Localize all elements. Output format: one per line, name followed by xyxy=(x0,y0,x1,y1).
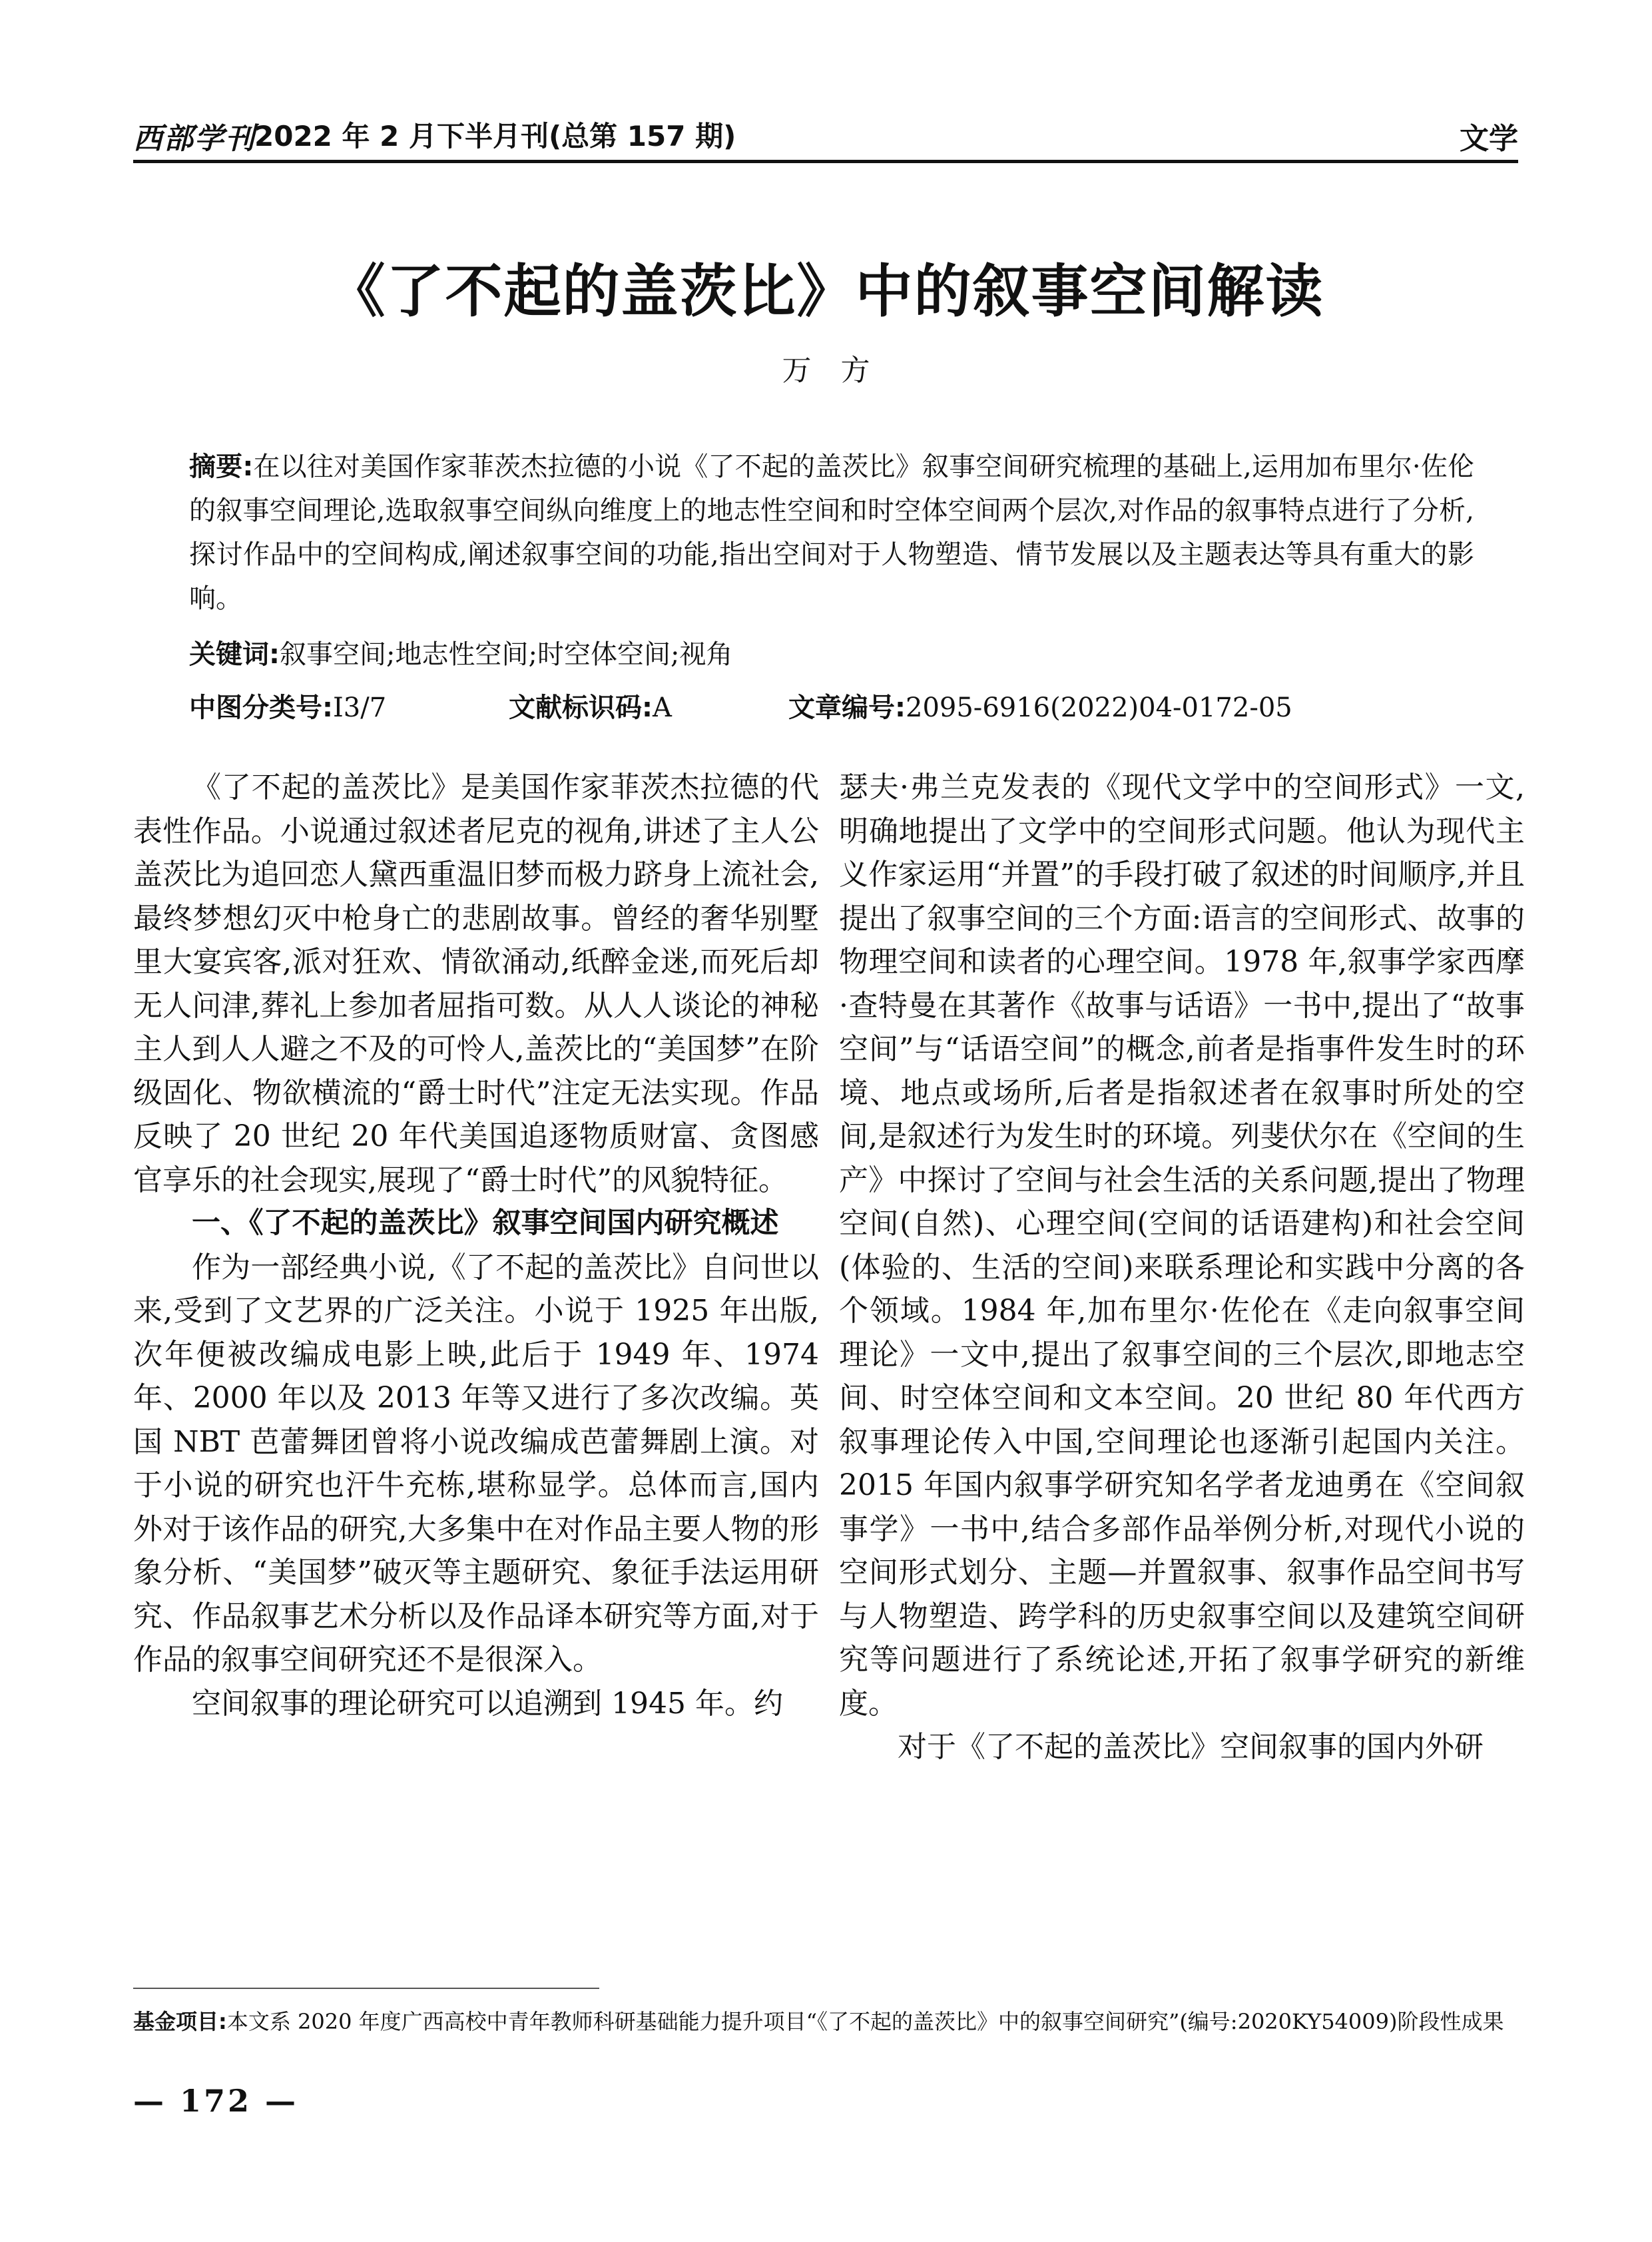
footnote-divider xyxy=(133,1988,599,1989)
body-paragraph: 《了不起的盖茨比》是美国作家菲茨杰拉德的代表性作品。小说通过叙述者尼克的视角,讲述了主人公盖茨比为追回恋人黛西重温旧梦而极力跻身上流社会,最终梦想幻灭中枪身亡的悲剧故事。曾经的奢华别墅里大宴宾客,派对狂欢、情欲涌动,纸醉金迷,而死后却无人问津,葬礼上参加者屈指可数。从人人谈论的神秘主人到人人避之不及的可怜人,盖茨比的“美国梦”在阶级固化、物欲横流的“爵士时代”注定无法实现。作品反映了 20 世纪 20 年代美国追逐物质财富、贪图感官享乐的社会现实,展现了“爵士时代”的风貌特征。 xyxy=(133,770,819,1197)
issue-info: 2022 年 2 月下半月刊(总第 157 期) xyxy=(254,120,736,152)
keywords-label: 关键词: xyxy=(189,639,280,670)
body-column-right xyxy=(839,766,1525,1769)
document-code-label: 文献标识码: xyxy=(509,693,653,723)
document-code xyxy=(509,686,672,730)
funding-note xyxy=(133,2004,1518,2039)
classification-line xyxy=(189,686,1474,732)
document-code-value: A xyxy=(653,693,672,723)
section-heading: 一、《了不起的盖茨比》叙事空间国内研究概述 xyxy=(192,1207,779,1240)
keywords-text: 叙事空间;地志性空间;时空体空间;视角 xyxy=(280,639,733,670)
clc-value: I3/7 xyxy=(333,693,387,723)
running-header xyxy=(133,113,1518,163)
article-title: 《了不起的盖茨比》中的叙事空间解读 xyxy=(328,258,1324,325)
article-number-value: 2095-6916(2022)04-0172-05 xyxy=(906,693,1292,723)
journal-logo: 西部学刊 xyxy=(133,122,256,156)
abstract-label: 摘要: xyxy=(189,451,254,482)
body-paragraph: 对于《了不起的盖茨比》空间叙事的国内外研 xyxy=(898,1730,1484,1764)
author-name: 万方 xyxy=(782,354,900,388)
body-paragraph: 空间叙事的理论研究可以追溯到 1945 年。约 xyxy=(192,1686,783,1721)
funding-text: 本文系 2020 年度广西高校中青年教师科研基础能力提升项目“《了不起的盖茨比》中的叙事空间研究”(编号:2020KY54009)阶段性成果 xyxy=(226,2009,1504,2034)
page-number: — 172 — xyxy=(133,2083,299,2119)
section-name: 文学 xyxy=(1460,122,1518,156)
article-number xyxy=(788,686,1292,730)
abstract xyxy=(189,445,1474,621)
abstract-text: 在以往对美国作家菲茨杰拉德的小说《了不起的盖茨比》叙事空间研究梳理的基础上,运用加布里尔·佐伦的叙事空间理论,选取叙事空间纵向维度上的地志性空间和时空体空间两个层次,对作品的叙事特点进行了分析,探讨作品中的空间构成,阐述叙事空间的功能,指出空间对于人物塑造、情节发展以及主题表达等具有重大的影响。 xyxy=(189,451,1475,614)
body-paragraph: 作为一部经典小说,《了不起的盖茨比》自问世以来,受到了文艺界的广泛关注。小说于 1925 年出版,次年便被改编成电影上映,此后于 1949 年、1974 年、2000 年以及 2013 年等又进行了多次改编。英国 NBT 芭蕾舞团曾将小说改编成芭蕾舞剧上演。对于小说的研究也汗牛充栋,堪称显学。总体而言,国内外对于该作品的研究,大多集中在对作品主要人物的形象分析、“美国梦”破灭等主题研究、象征手法运用研究、作品叙事艺术分析以及作品译本研究等方面,对于作品的叙事空间研究还不是很深入。 xyxy=(133,1250,819,1677)
article-number-label: 文章编号: xyxy=(788,693,906,723)
funding-label: 基金项目: xyxy=(133,2009,227,2034)
keywords xyxy=(189,633,1474,677)
body-column-left xyxy=(133,766,819,1725)
body-paragraph-continued: 瑟夫·弗兰克发表的《现代文学中的空间形式》一文,明确地提出了文学中的空间形式问题。他认为现代主义作家运用“并置”的手段打破了叙述的时间顺序,并且提出了叙事空间的三个方面:语言的空间形式、故事的物理空间和读者的心理空间。1978 年,叙事学家西摩·查特曼在其著作《故事与话语》一书中,提出了“故事空间”与“话语空间”的概念,前者是指事件发生时的环境、地点或场所,后者是指叙述者在叙事时所处的空间,是叙述行为发生时的环境。列斐伏尔在《空间的生产》中探讨了空间与社会生活的关系问题,提出了物理空间(自然)、心理空间(空间的话语建构)和社会空间(体验的、生活的空间)来联系理论和实践中分离的各个领域。1984 年,加布里尔·佐伦在《走向叙事空间理论》一文中,提出了叙事空间的三个层次,即地志空间、时空体空间和文本空间。20 世纪 80 年代西方叙事理论传入中国,空间理论也逐渐引起国内关注。2015 年国内叙事学研究知名学者龙迪勇在《空间叙事学》一书中,结合多部作品举例分析,对现代小说的空间形式划分、主题—并置叙事、叙事作品空间书写与人物塑造、跨学科的历史叙事空间以及建筑空间研究等问题进行了系统论述,开拓了叙事学研究的新维度。 xyxy=(839,770,1525,1721)
clc-label: 中图分类号: xyxy=(189,693,333,723)
clc-number xyxy=(189,686,386,730)
